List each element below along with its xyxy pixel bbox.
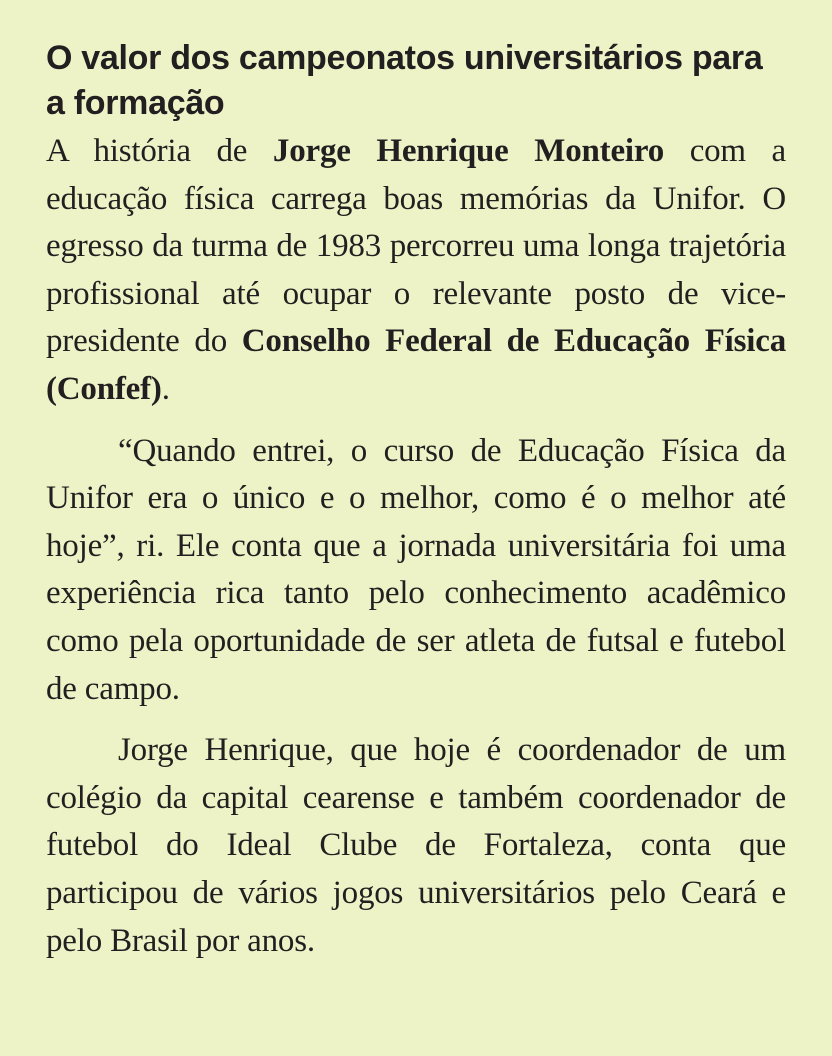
organization-name-bold: Conselho Federal de Educação Física (Confef)	[46, 323, 787, 407]
paragraph-1-text-a: A história de	[46, 133, 273, 169]
paragraph-1-text-c: .	[161, 370, 170, 407]
paragraph-2: “Quando entrei, o curso de Educação Física da Unifor era o único e o melhor, como é o melhor até hoje”, ri. Ele conta que a jornada universitária foi uma experiência rica tanto pelo conhecimento acadêmico como pela oportunidade de ser atleta de futsal e futebol de campo.	[46, 432, 786, 707]
paragraph-1	[46, 128, 786, 414]
article-title: O valor dos campeonatos universitários para a formação	[46, 39, 763, 122]
article-box	[46, 36, 786, 965]
paragraph-3: Jorge Henrique, que hoje é coordenador de um colégio da capital cearense e também coordenador de futebol do Ideal Clube de Fortaleza, conta que participou de vários jogos universitários pelo Ceará e pelo Brasil por anos.	[46, 732, 786, 959]
paragraph-1-text-b: com a educação física carrega boas memórias da Unifor. O egresso da turma de 1983 percorreu uma longa trajetória profissional até ocupar o relevante posto de vice-presidente do	[46, 133, 787, 360]
person-name-bold: Jorge Henrique Monteiro	[272, 133, 665, 169]
